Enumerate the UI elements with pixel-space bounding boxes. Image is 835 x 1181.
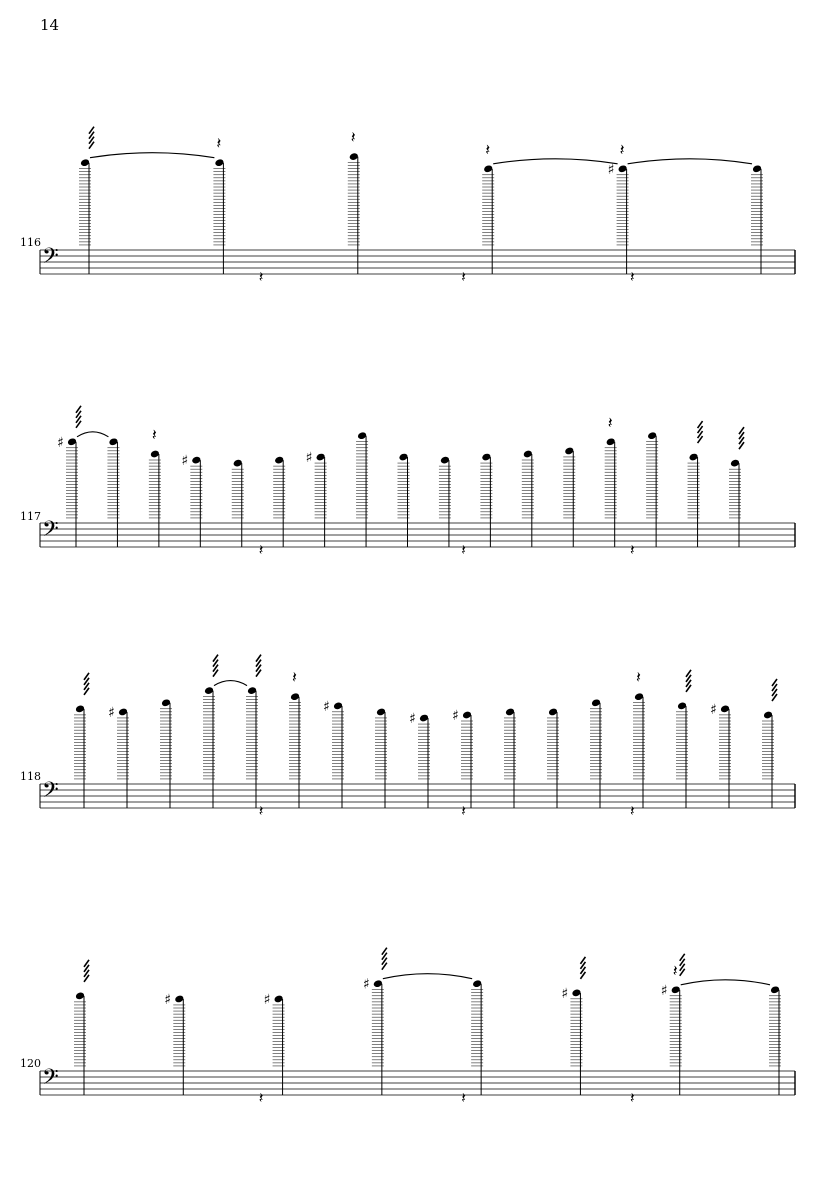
staff-rest-icon: 𝄽 bbox=[630, 1089, 635, 1107]
sharp-icon: ♯ bbox=[263, 991, 271, 1008]
bass-clef-icon: 𝄢 bbox=[42, 244, 59, 274]
quarter-rest-icon: 𝄽 bbox=[292, 667, 297, 687]
quarter-rest-icon: 𝄽 bbox=[216, 133, 222, 153]
staff-rest-icon: 𝄽 bbox=[630, 268, 635, 286]
quarter-rest-icon: 𝄽 bbox=[485, 139, 491, 159]
staff-rest-icon: 𝄽 bbox=[461, 802, 466, 820]
staff-rest-icon: 𝄽 bbox=[461, 268, 466, 286]
sharp-icon: ♯ bbox=[108, 704, 115, 721]
sharp-icon: ♯ bbox=[409, 711, 416, 728]
sharp-icon: ♯ bbox=[607, 161, 615, 178]
sharp-icon: ♯ bbox=[710, 701, 717, 718]
sharp-icon: ♯ bbox=[323, 698, 330, 715]
tie bbox=[628, 159, 752, 164]
sharp-icon: ♯ bbox=[164, 991, 172, 1008]
sharp-icon: ♯ bbox=[57, 434, 64, 451]
bass-clef-icon: 𝄢 bbox=[42, 1065, 59, 1095]
measure-number-118: 118 bbox=[20, 770, 41, 783]
measure-number-116: 116 bbox=[20, 236, 41, 249]
staff-rest-icon: 𝄽 bbox=[258, 802, 264, 820]
quarter-rest-icon: 𝄽 bbox=[672, 960, 678, 980]
measure-number-120: 120 bbox=[20, 1057, 41, 1070]
staff-rest-icon: 𝄽 bbox=[630, 541, 635, 559]
staff-rest-icon: 𝄽 bbox=[630, 802, 635, 820]
staff-rest-icon: 𝄽 bbox=[258, 1089, 264, 1107]
quarter-rest-icon: 𝄽 bbox=[151, 425, 157, 444]
staff-rest-icon: 𝄽 bbox=[461, 1089, 466, 1107]
bass-clef-icon: 𝄢 bbox=[42, 778, 59, 808]
sharp-icon: ♯ bbox=[305, 450, 313, 467]
quarter-rest-icon: 𝄽 bbox=[607, 412, 613, 432]
sharp-icon: ♯ bbox=[452, 708, 459, 724]
tie bbox=[493, 159, 617, 164]
quarter-rest-icon: 𝄽 bbox=[619, 139, 625, 159]
quarter-rest-icon: 𝄽 bbox=[350, 127, 356, 147]
sharp-icon: ♯ bbox=[181, 453, 189, 470]
sharp-icon: ♯ bbox=[561, 985, 569, 1002]
tie bbox=[383, 974, 472, 979]
sharp-icon: ♯ bbox=[362, 976, 370, 993]
tie bbox=[90, 153, 214, 158]
measure-number-117: 117 bbox=[20, 510, 41, 523]
staff-rest-icon: 𝄽 bbox=[461, 541, 466, 559]
tie bbox=[77, 432, 108, 437]
quarter-rest-icon: 𝄽 bbox=[636, 667, 641, 687]
staff-rest-icon: 𝄽 bbox=[258, 541, 264, 559]
tie bbox=[214, 681, 247, 686]
page-number: 14 bbox=[40, 16, 60, 34]
bass-clef-icon: 𝄢 bbox=[42, 517, 59, 547]
sharp-icon: ♯ bbox=[660, 982, 668, 999]
staff-rest-icon: 𝄽 bbox=[258, 268, 264, 286]
tie bbox=[681, 980, 770, 985]
